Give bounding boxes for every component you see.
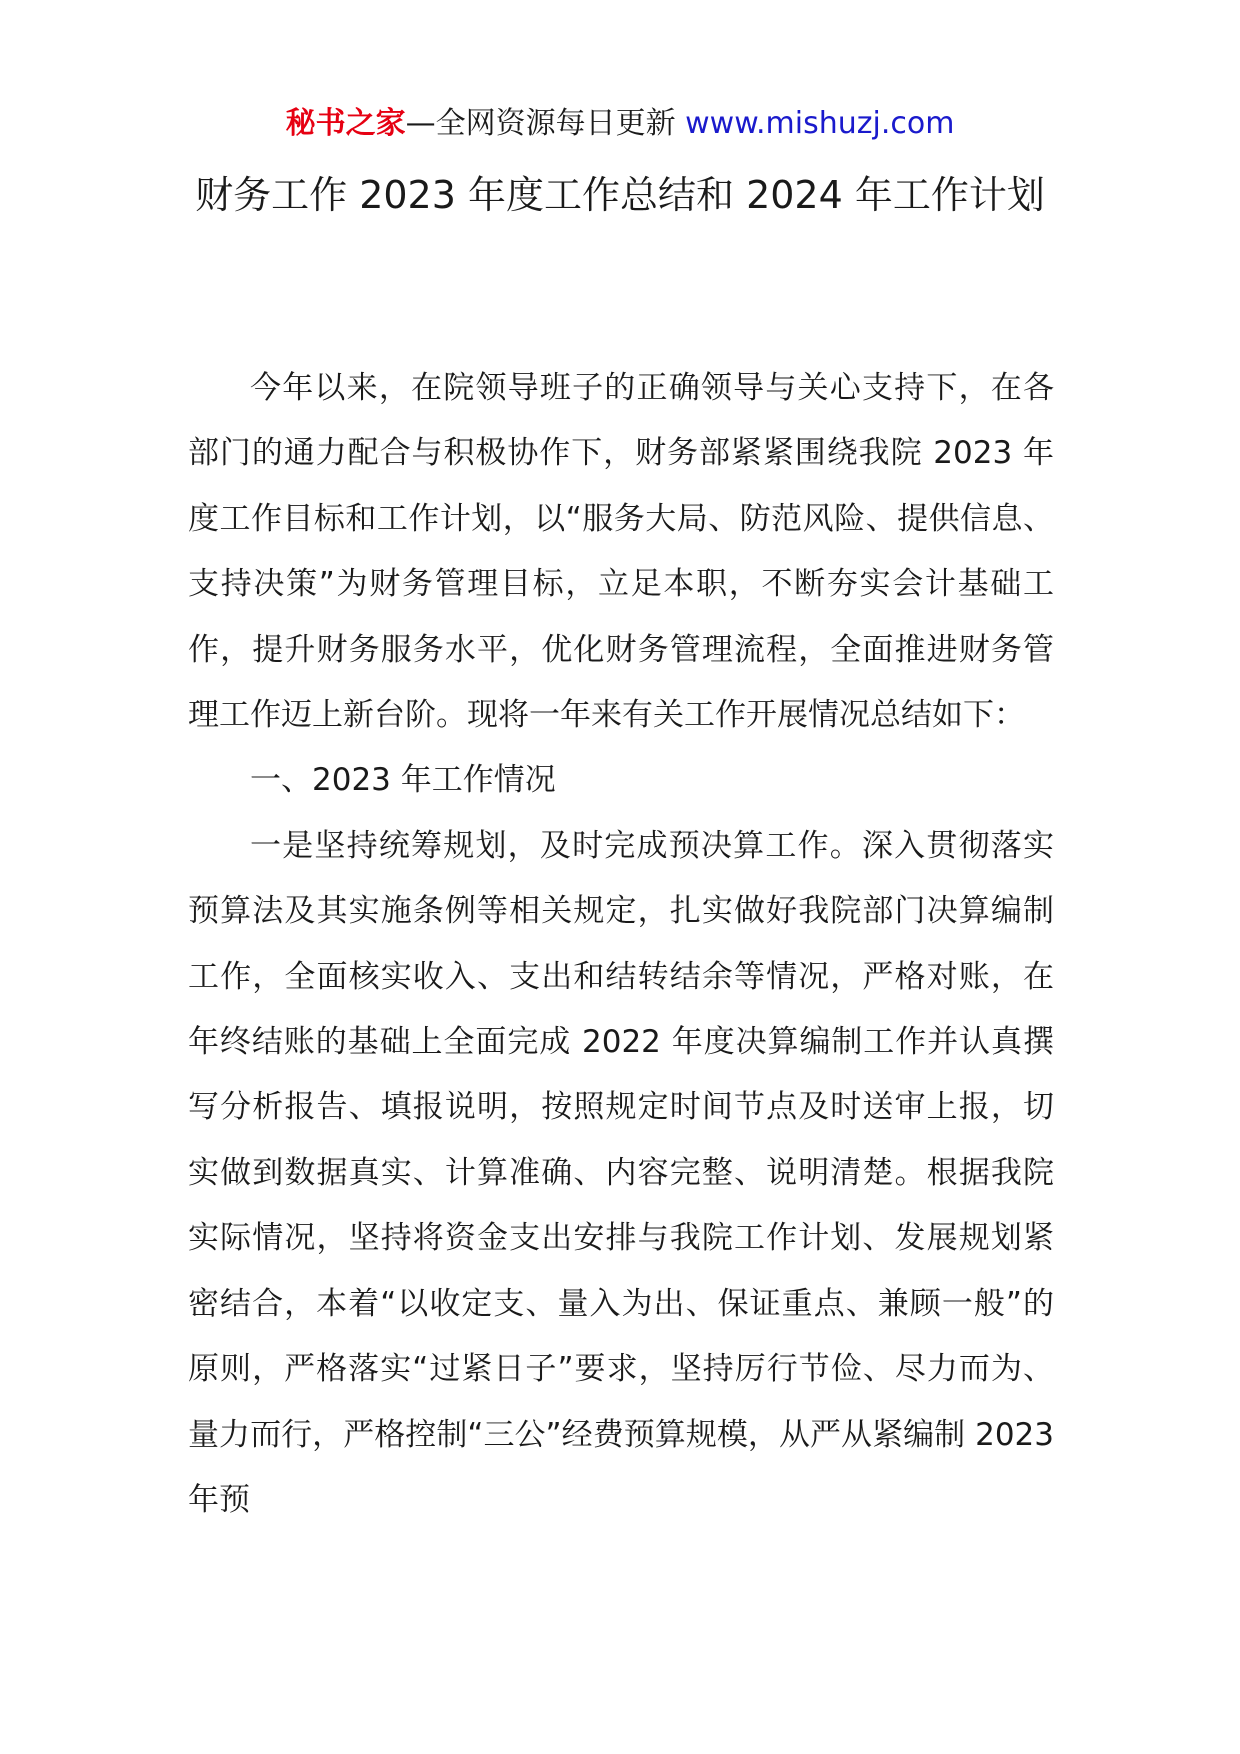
document-body	[188, 356, 1054, 1533]
intro-paragraph: 今年以来，在院领导班子的正确领导与关心支持下，在各部门的通力配合与积极协作下，财务部紧紧围绕我院 2023 年度工作目标和工作计划，以“服务大局、防范风险、提供信息、支持决策”为财务管理目标，立足本职，不断夯实会计基础工作，提升财务服务水平，优化财务管理流程，全面推进财务管理工作迈上新台阶。现将一年来有关工作开展情况总结如下：	[188, 370, 1054, 734]
site-tagline: —全网资源每日更新	[405, 106, 686, 141]
site-url-link[interactable]: www.mishuzj.com	[685, 106, 955, 141]
site-brand: 秘书之家	[285, 106, 406, 141]
site-header	[0, 104, 1240, 144]
section-heading: 一、2023 年工作情况	[250, 762, 556, 799]
body-paragraph: 一是坚持统筹规划，及时完成预决算工作。深入贯彻落实预算法及其实施条例等相关规定，扎实做好我院部门决算编制工作，全面核实收入、支出和结转结余等情况，严格对账，在年终结账的基础上全面完成 2022 年度决算编制工作并认真撰写分析报告、填报说明，按照规定时间节点及时送审上报，切实做到数据真实、计算准确、内容完整、说明清楚。根据我院实际情况，坚持将资金支出安排与我院工作计划、发展规划紧密结合，本着“以收定支、量入为出、保证重点、兼顾一般”的原则，严格落实“过紧日子”要求，坚持厉行节俭、尽力而为、量力而行，严格控制“三公”经费预算规模，从严从紧编制 2023 年预	[188, 827, 1054, 1518]
document-title: 财务工作 2023 年度工作总结和 2024 年工作计划	[195, 173, 1045, 217]
